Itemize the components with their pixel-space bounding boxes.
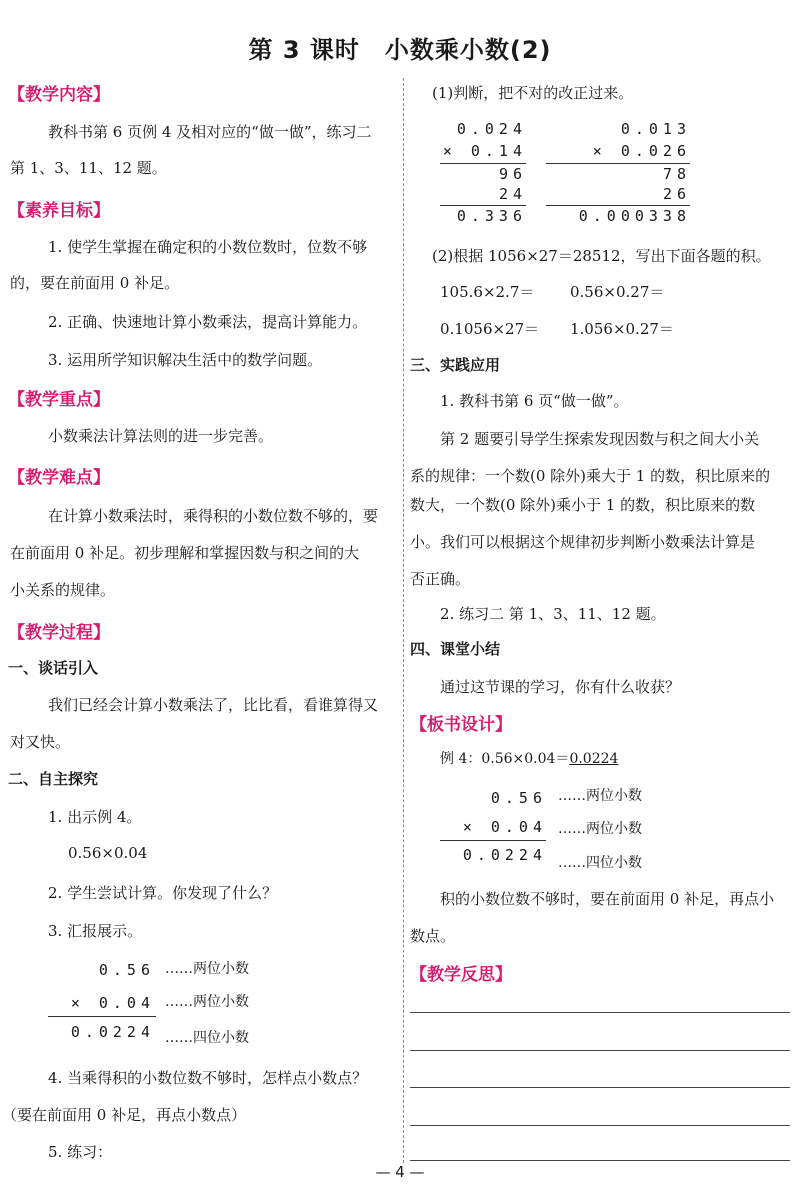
board-text-line-1: 积的小数位数不够时，要在前面用 0 补足，再点小	[440, 890, 775, 908]
calc-note-3: ……四位小数	[165, 1030, 249, 1046]
section-1-line-2: 对又快。	[10, 733, 71, 751]
calc-b-rule-1	[546, 163, 690, 164]
calc-a-row-4: 24	[498, 185, 527, 203]
calc-a-row-2: × 0.14	[442, 142, 527, 160]
section-3-para-line-1: 第 2 题要引导学生探索发现因数与积之间大小关	[440, 430, 760, 448]
section-2-item-4-answer: （要在前面用 0 补足，再点小数点）	[2, 1106, 247, 1124]
calc-a-rule-1	[440, 163, 526, 164]
exercise-2-c: 0.1056×27＝	[440, 320, 540, 338]
calc-b-row-4: 26	[662, 185, 691, 203]
difficulty-line-1: 在计算小数乘法时，乘得积的小数位数不够的，要	[48, 507, 379, 525]
content-line-2: 第 1、3、11、12 题。	[10, 159, 167, 177]
writing-line	[410, 1125, 790, 1126]
column-divider	[403, 78, 404, 1163]
board-calc-note-2: ……两位小数	[558, 821, 642, 837]
calc-b-row-1: 0.013	[620, 120, 691, 138]
board-calc-note-1: ……两位小数	[558, 788, 642, 804]
exercise-2-a: 105.6×2.7＝	[440, 283, 535, 301]
calc-note-2: ……两位小数	[165, 994, 249, 1010]
example-expression: 0.56×0.04	[68, 844, 148, 862]
goal-2: 2. 正确、快速地计算小数乘法，提高计算能力。	[48, 313, 368, 331]
difficulty-tag: 【教学难点】	[8, 468, 110, 488]
section-2-item-3: 3. 汇报展示。	[48, 922, 143, 940]
page-title: 第 3 课时 小数乘小数(2)	[248, 36, 552, 64]
goal-1-line-1: 1. 使学生掌握在确定积的小数位数时，位数不够	[48, 238, 368, 256]
goals-tag: 【素养目标】	[8, 201, 110, 221]
section-2-item-2: 2. 学生尝试计算。你发现了什么？	[48, 884, 278, 902]
calc-row-product: 0.0224	[70, 1023, 155, 1041]
board-calc-multiplier: × 0.04	[462, 818, 547, 836]
calc-b-row-5: 0.000338	[578, 207, 691, 225]
difficulty-line-2: 在前面用 0 补足。初步理解和掌握因数与积之间的大	[10, 544, 360, 562]
key-point-text: 小数乘法计算法则的进一步完善。	[48, 427, 274, 445]
section-2-item-1: 1. 出示例 4。	[48, 808, 142, 826]
calc-a-row-3: 96	[498, 165, 527, 183]
goal-3: 3. 运用所学知识解决生活中的数学问题。	[48, 351, 323, 369]
calc-a-row-5: 0.336	[456, 207, 527, 225]
teaching-content-tag: 【教学内容】	[8, 85, 110, 105]
calc-note-1: ……两位小数	[165, 961, 249, 977]
calc-b-row-3: 78	[662, 165, 691, 183]
writing-line	[410, 1050, 790, 1051]
board-text-line-2: 数点。	[410, 927, 456, 945]
writing-line	[410, 1160, 790, 1161]
section-2-item-4: 4. 当乘得积的小数位数不够时，怎样点小数点？	[48, 1069, 368, 1087]
section-1-heading: 一、谈话引入	[8, 659, 99, 677]
writing-line	[410, 1012, 790, 1013]
board-example-prefix: 例 4：0.56×0.04＝	[440, 751, 570, 767]
calc-b-row-2: × 0.026	[592, 142, 691, 160]
section-3-para-line-2: 系的规律：一个数(0 除外)乘大于 1 的数，积比原来的	[410, 467, 771, 485]
reflection-tag: 【教学反思】	[410, 965, 512, 985]
exercise-2-d: 1.056×0.27＝	[570, 320, 674, 338]
board-calc-note-3: ……四位小数	[558, 855, 642, 871]
calc-rule	[48, 1016, 156, 1017]
section-3-para-line-5: 否正确。	[410, 570, 471, 588]
section-3-heading: 三、实践应用	[410, 356, 501, 374]
section-3-item-2: 2. 练习二 第 1、3、11、12 题。	[440, 605, 666, 623]
section-4-text: 通过这节课的学习，你有什么收获？	[440, 678, 681, 696]
page-number: — 4 —	[375, 1163, 425, 1181]
section-3-para-line-3: 数大，一个数(0 除外)乘小于 1 的数，积比原来的数	[410, 496, 756, 514]
board-calc-product: 0.0224	[462, 846, 547, 864]
process-tag: 【教学过程】	[8, 623, 110, 643]
calc-row-multiplier: × 0.04	[70, 994, 155, 1012]
exercise-2: (2)根据 1056×27＝28512，写出下面各题的积。	[432, 247, 771, 265]
content-line-1: 教科书第 6 页例 4 及相对应的“做一做”，练习二	[48, 123, 372, 141]
key-point-tag: 【教学重点】	[8, 390, 110, 410]
section-4-heading: 四、课堂小结	[410, 640, 501, 658]
section-3-item-1: 1. 教科书第 6 页“做一做”。	[440, 392, 629, 410]
calc-b-rule-2	[546, 205, 690, 206]
calc-a-rule-2	[440, 205, 526, 206]
section-2-item-5: 5. 练习：	[48, 1143, 113, 1161]
section-3-para-line-4: 小。我们可以根据这个规律初步判断小数乘法计算是	[410, 533, 756, 551]
calc-row-multiplicand: 0.56	[98, 961, 155, 979]
section-1-line-1: 我们已经会计算小数乘法了，比比看，看谁算得又	[48, 696, 379, 714]
writing-line	[410, 1087, 790, 1088]
board-calc-multiplicand: 0.56	[490, 789, 547, 807]
calc-a-row-1: 0.024	[456, 120, 527, 138]
exercise-1: (1)判断，把不对的改正过来。	[432, 84, 634, 102]
difficulty-line-3: 小关系的规律。	[10, 581, 116, 599]
exercise-2-b: 0.56×0.27＝	[570, 283, 665, 301]
board-example-result: 0.0224	[569, 751, 619, 767]
board-design-tag: 【板书设计】	[410, 715, 512, 735]
section-2-heading: 二、自主探究	[8, 770, 99, 788]
goal-1-line-2: 的，要在前面用 0 补足。	[10, 274, 180, 292]
board-example	[440, 748, 618, 768]
board-calc-rule	[440, 840, 546, 841]
